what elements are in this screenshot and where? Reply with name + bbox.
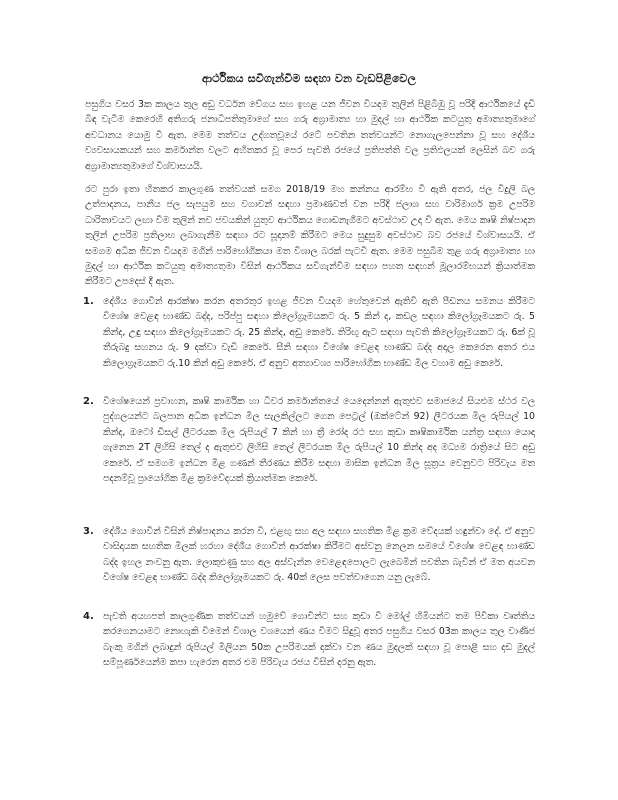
list-item-number: 1. [83,296,94,307]
list-item [83,294,535,371]
context-paragraph: රට පුරා ඉතා හිතකර කාලගුණ තත්වයක් සමග 2018/19 මහ කන්නය ආරම්භ වී ඇති අතර, ජල විදුලි බල උත්පාදනය, පානීය ජල සැපයුම සහ වගාවන් සඳහා ප්‍රමාණවත් වන පරිදි ජලාශ සහ වාරිමාර්ග ක්‍රම උපරිම ධාරිතාවයට ලඟා වීම තුලින් නව ජවයකින් යුතුව ආර්ථිකය ගොඩනැගීමට අවස්ථාව උදා වී ඇත. මෙය කෘෂි නිෂ්පාදන තුලින් උපරිම ප්‍රතිලාභ ලබාගැනීම සඳහා රට සූදානම් කිරීමට මෙය සුදුසුම අවස්ථාව බව රජයේ විශ්වාසයයි. ඒ සමගම අධික ජීවන වියදම මගින් පාරිභෝගිකයා මත විශාල බරක් පැටවී ඇත. මෙම පසුබිම තුළ ගරු අග්‍රාමාත්‍ය හා මුදල් හා ආර්ථික කටයුතු අමාත්‍යතුමා විසින් ආර්ථිකය සවිගැන්වීම සඳහා පහත සඳහන් මූලාරම්භයන් ක්‍රියාත්මක කිරීමට උපදෙස් දී ඇත. [85,184,535,288]
list-item [83,394,535,486]
list-item [83,609,535,671]
list-item-text: දේශීය ගොවීන් විසින් නිෂ්පාදනය කරන වී, එළඟු සහ අල සඳහා සහතික මිළ ක්‍රම වේදයක් හඳුන්වා දේ. ඒ අනුව වාසිදායක සහතික මිලක් හරහා දේශීය ගොවීන් ආරක්ෂා කිරීමට අස්වනු නෙලන සමයේ විශේෂ වෙළඳ භාණ්ඩ බද්ද ඉහල නංවනු ඇත. ලොකුළුණු සහ අල අස්වැන්න වෙළෙඳපොලට ලැබෙමින් පවතින බැවින් ඒ මත අයවන විශේෂ වෙළඳ භාණ්ඩ බද්ද කිලෝග්‍රෑමයකට රු. 40ක් ලෙස පවත්වාගෙන යනු ලැබේ. [103,526,535,584]
list-item-number: 3. [83,526,94,537]
document-title: ආර්ථිකය සවිගැන්වීම සඳහා වන වැඩපිළිවෙල [201,72,417,85]
list-item [83,524,535,586]
list-item-text: විශේෂයෙන් ප්‍රවාහන, කෘෂි කාර්මික හා ධීවර කර්මාන්තයේ යෙදෙන්නන් ඇතුළුව සමාජයේ සියළුම ස්ථර වල පුද්ගලයන්ට බලපාන අධික ඉන්ධන මිල සැලකිල්ලට ගෙන පෙට්‍රල් (ඔක්ටේන් 92) ලීටරයක මිල රුපියල් 10 කින්ද, ඔටෝ ඩීසල් ලීටරයක මිල රුපියල් 7 කින් හා ත්‍රී රෝද රථ සහ කුඩා කෘෂිකාර්මික යන්ත්‍ර සඳහා යොදා ගැනෙන 2T ලිහිසි තෙල් ද ඇතුළුව ලිහිසි තෙල් ලීටරයක මිල රුපියල් 10 කින්ද අද මධ්‍යම රාත්‍රියේ සිට අඩු කෙරේ. ඒ සමගම ඉන්ධන මිළ ගණන් තීරණය කිරීම සඳහා මාසික ඉන්ධන මිල සූත්‍රය වෙනුවට පිරිවැය මත පදනම්වූ ප්‍රායෝගික මිළ ක්‍රමවේදයක් ක්‍රියාත්මක කෙරේ. [103,396,535,485]
list-item-text: දේශීය ගොවීන් ආරක්ෂා කරන අතරතුර ඉහළ ජීවන වියදම හේතුවෙන් ඇතිවී ඇති පීඩනය සමනය කිරීමට විශේෂ වෙළඳ භාණ්ඩ බද්ද, පරිප්පු සඳහා කිලෝග්‍රෑමයකට රු. 5 කින් ද, කඩල සඳහා කිලෝග්‍රෑමයකට රු. 5 කින්ද, උඳු සඳහා කිලෝග්‍රෑමයකට රු. 25 කින්ද, අඩු කෙරේ. තිරිඟු ඇට සඳහා පැවති කිලෝග්‍රෑමයකට රු. 6ක් වූ තීරුබදු සහනය රු. 9 දක්වා වැඩි කෙරේ. සීනි සඳහා විශේෂ වෙළඳ භාණ්ඩ බද්ද අදාල කෙරෙන අතර එය කිලොග්‍රෑමයකට රු.10 කින් අඩු කෙරේ. ඒ අනුව අත්‍යාවශ්‍ය පාරිභෝගික භාණ්ඩ මිල වහාම අඩු කෙරේ. [103,296,535,369]
list-item-number: 2. [83,396,94,407]
list-item-text: පැවති අයහපත් කාලගුණික තත්වයන් හමුවේ ගොවීන්ට සහ කුඩා වී මෝල් හිමියන්ට තම පිවිකා වෘත්තිය කරගෙනයාමට නොහැකි වීමෙන් විශාල වශයෙන් ණය වීමට සිදුවූ අතර පසුගිය වසර 03ක කාලය තුල වාණිජ බැංකු මගින් ලබාදුන් රුපියල් මිලියන 50ක උපරිමයක් දක්වා වන ණය මුදලක් සඳහා වූ පොළී සහ දඩ මුදල් සම්පූර්ණයෙන්ම කපා හැරෙන අතර එම පිරිවැය රජය විසින් දරනු ඇත. [103,611,535,669]
intro-paragraph: පසුගිය වසර 3ක කාලය තුල අඩු වර්ධන වේගය සහ ඉහළ යන ජීවන වියදම තුලින් පිළිබිඹු වූ පරිදි ආර්ථිකයේ දැඩි බිඳ වැටීම කෙරෙහි අතිගරු ජනාධිපතිතුමාගේ සහ ගරු අග්‍රාමාත්‍ය හා මුදල් හා ආර්ථික කටයුතු අමාත්‍යතුමාගේ අවධානය යොමු වී ඇත. මෙම තත්වය උද්ගතවූයේ රටේ පවතින තත්වයන්ට නොගැලපෙන්නා වූ සහ දේශීය ව්‍යවසායකයන් සහ කර්මාන්ත වලට අහිතකර වූ පෙර පැවති රජයේ ප්‍රතිපත්ති වල ප්‍රතිඵලයක් ලෙසින් බව ගරු අග්‍රාමාත්‍යතුමාගේ විශ්වාසයයි. [85,99,535,172]
list-item-number: 4. [83,611,94,622]
